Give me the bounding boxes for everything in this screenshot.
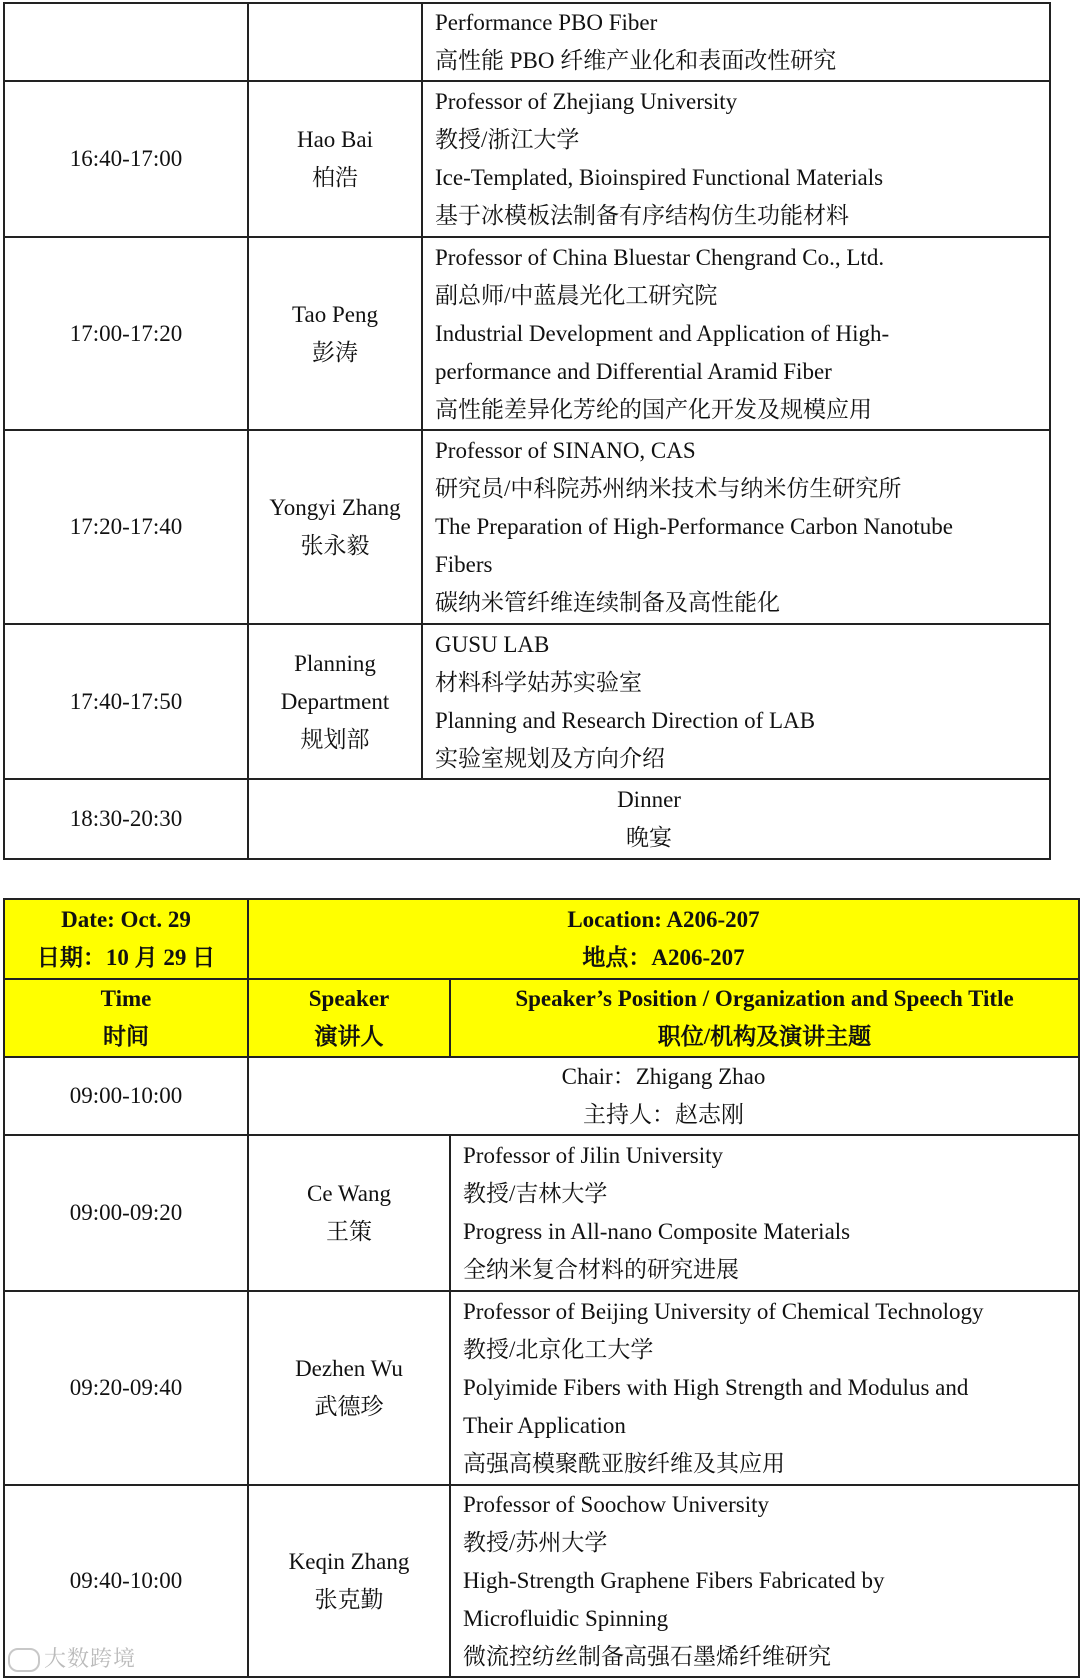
info-cell <box>422 430 1050 624</box>
chair-cell <box>248 1057 1079 1135</box>
date-location-row <box>4 899 1079 979</box>
column-header-row <box>4 979 1079 1057</box>
header-en: Speaker’s Position / Organization and Speech Title <box>515 986 1014 1011</box>
speaker-name-en: Hao Bai <box>296 127 373 152</box>
info-line: 碳纳米管纤维连续制备及高性能化 <box>435 590 780 615</box>
info-line: Professor of Soochow University <box>463 1492 769 1517</box>
speaker-name-zh: 规划部 <box>300 726 370 752</box>
time-cell: 17:00-17:20 <box>4 237 248 430</box>
speaker-name-en: Keqin Zhang <box>288 1549 410 1574</box>
info-line: The Preparation of High-Performance Carbon Nanotube <box>435 514 953 539</box>
info-line: Professor of SINANO, CAS <box>435 438 696 463</box>
info-cell <box>422 624 1050 779</box>
speaker-name-zh: 彭涛 <box>312 339 358 365</box>
time-cell: 09:20-09:40 <box>4 1291 248 1485</box>
speaker-name-zh: 柏浩 <box>312 165 358 190</box>
column-header-info <box>450 979 1079 1057</box>
table-row <box>4 1135 1079 1291</box>
info-line: Polyimide Fibers with High Strength and Modulus and <box>463 1375 969 1400</box>
speaker-name-en: Ce Wang <box>307 1181 391 1206</box>
speaker-cell <box>248 624 422 779</box>
info-line: 副总师/中蓝晨光化工研究院 <box>435 282 718 308</box>
info-line: Professor of Jilin University <box>463 1143 724 1168</box>
info-line: 教授/吉林大学 <box>463 1181 608 1206</box>
table-row <box>4 81 1050 237</box>
speaker-name-zh: 张永毅 <box>300 533 370 558</box>
schedule-table-oct29 <box>3 898 1080 1678</box>
time-cell: 18:30-20:30 <box>4 779 248 859</box>
info-cell <box>450 1135 1079 1291</box>
info-line: Professor of China Bluestar Chengrand Co., Ltd. <box>435 244 885 270</box>
info-cell <box>422 81 1050 237</box>
speaker-cell <box>248 3 422 81</box>
info-line: 教授/苏州大学 <box>463 1530 608 1555</box>
info-line: 材料科学姑苏实验室 <box>435 669 642 695</box>
table-row <box>4 237 1050 430</box>
date-en: Date: Oct. 29 <box>61 907 191 932</box>
column-header-speaker <box>248 979 450 1057</box>
speaker-name-zh: 张克勤 <box>314 1587 384 1612</box>
table-row <box>4 624 1050 779</box>
info-line: 高强高模聚酰亚胺纤维及其应用 <box>463 1451 785 1476</box>
speaker-cell <box>248 237 422 430</box>
table-row <box>4 3 1050 81</box>
info-line: Professor of Beijing University of Chemical Technology <box>463 1299 984 1324</box>
time-cell: 17:20-17:40 <box>4 430 248 624</box>
info-line: Ice-Templated, Bioinspired Functional Materials <box>435 165 884 190</box>
info-cell <box>422 3 1050 81</box>
info-line: Industrial Development and Application of High- <box>435 320 890 346</box>
info-line: 高性能 PBO 纤维产业化和表面改性研究 <box>435 48 837 73</box>
speaker-cell <box>248 1485 450 1677</box>
info-line: Progress in All-nano Composite Materials <box>463 1219 851 1244</box>
info-line: 教授/浙江大学 <box>435 127 580 152</box>
watermark-logo-icon <box>8 1648 40 1672</box>
info-line: Their Application <box>463 1413 626 1438</box>
info-cell <box>422 237 1050 430</box>
dinner-cell <box>248 779 1050 859</box>
info-line: GUSU LAB <box>435 631 550 657</box>
info-line: 全纳米复合材料的研究进展 <box>463 1257 739 1282</box>
speaker-name-zh: 武德珍 <box>314 1394 384 1419</box>
time-cell: 09:40-10:00 <box>4 1485 248 1677</box>
info-line: 基于冰模板法制备有序结构仿生功能材料 <box>435 203 849 228</box>
date-zh: 日期：10 月 29 日 <box>36 945 216 970</box>
dinner-label-en: Dinner <box>617 787 681 812</box>
info-line: Planning and Research Direction of LAB <box>435 707 816 733</box>
speaker-name-en: Yongyi Zhang <box>269 495 401 520</box>
header-en: Time <box>100 986 152 1011</box>
speaker-name-zh: 王策 <box>326 1219 372 1244</box>
location-zh: 地点：A206-207 <box>582 945 745 970</box>
speaker-cell <box>248 430 422 624</box>
info-line: Performance PBO Fiber <box>435 10 658 35</box>
location-cell <box>248 899 1079 979</box>
header-zh: 演讲人 <box>314 1024 384 1049</box>
speaker-cell <box>248 1135 450 1291</box>
time-cell: 09:00-10:00 <box>4 1057 248 1135</box>
chair-en: Chair：Zhigang Zhao <box>561 1064 766 1089</box>
info-line: 实验室规划及方向介绍 <box>435 745 665 771</box>
info-line: High-Strength Graphene Fibers Fabricated by <box>463 1568 885 1593</box>
header-en: Speaker <box>308 986 390 1011</box>
speaker-cell <box>248 81 422 237</box>
chair-zh: 主持人：赵志刚 <box>583 1102 744 1127</box>
info-line: Microfluidic Spinning <box>463 1606 669 1631</box>
info-line: 高性能差异化芳纶的国产化开发及规模应用 <box>435 396 872 422</box>
info-line: performance and Differential Aramid Fiber <box>435 358 832 384</box>
dinner-label-zh: 晚宴 <box>626 825 672 850</box>
location-en: Location: A206-207 <box>567 907 760 932</box>
table-row <box>4 1291 1079 1485</box>
speaker-name-en: Dezhen Wu <box>295 1356 403 1381</box>
speaker-name-en: Planning <box>294 650 376 676</box>
watermark-text: 大数跨境 <box>44 1647 137 1672</box>
chair-row <box>4 1057 1079 1135</box>
speaker-name-en: Tao Peng <box>292 301 378 327</box>
column-header-time <box>4 979 248 1057</box>
info-cell <box>450 1291 1079 1485</box>
time-cell: 17:40-17:50 <box>4 624 248 779</box>
time-cell: 16:40-17:00 <box>4 81 248 237</box>
info-line: Fibers <box>435 552 493 577</box>
info-line: 教授/北京化工大学 <box>463 1337 654 1362</box>
time-cell <box>4 3 248 81</box>
date-cell <box>4 899 248 979</box>
watermark <box>8 1642 136 1673</box>
table-row <box>4 430 1050 624</box>
header-zh: 时间 <box>103 1024 149 1049</box>
info-line: 微流控纺丝制备高强石墨烯纤维研究 <box>463 1644 831 1669</box>
speaker-name-en: Department <box>280 688 390 714</box>
speaker-cell <box>248 1291 450 1485</box>
info-line: 研究员/中科院苏州纳米技术与纳米仿生研究所 <box>435 476 902 501</box>
header-zh: 职位/机构及演讲主题 <box>657 1024 872 1049</box>
time-cell: 09:00-09:20 <box>4 1135 248 1291</box>
schedule-table-oct28 <box>3 2 1051 860</box>
info-line: Professor of Zhejiang University <box>435 89 738 114</box>
table-row <box>4 1485 1079 1677</box>
info-cell <box>450 1485 1079 1677</box>
dinner-row <box>4 779 1050 859</box>
